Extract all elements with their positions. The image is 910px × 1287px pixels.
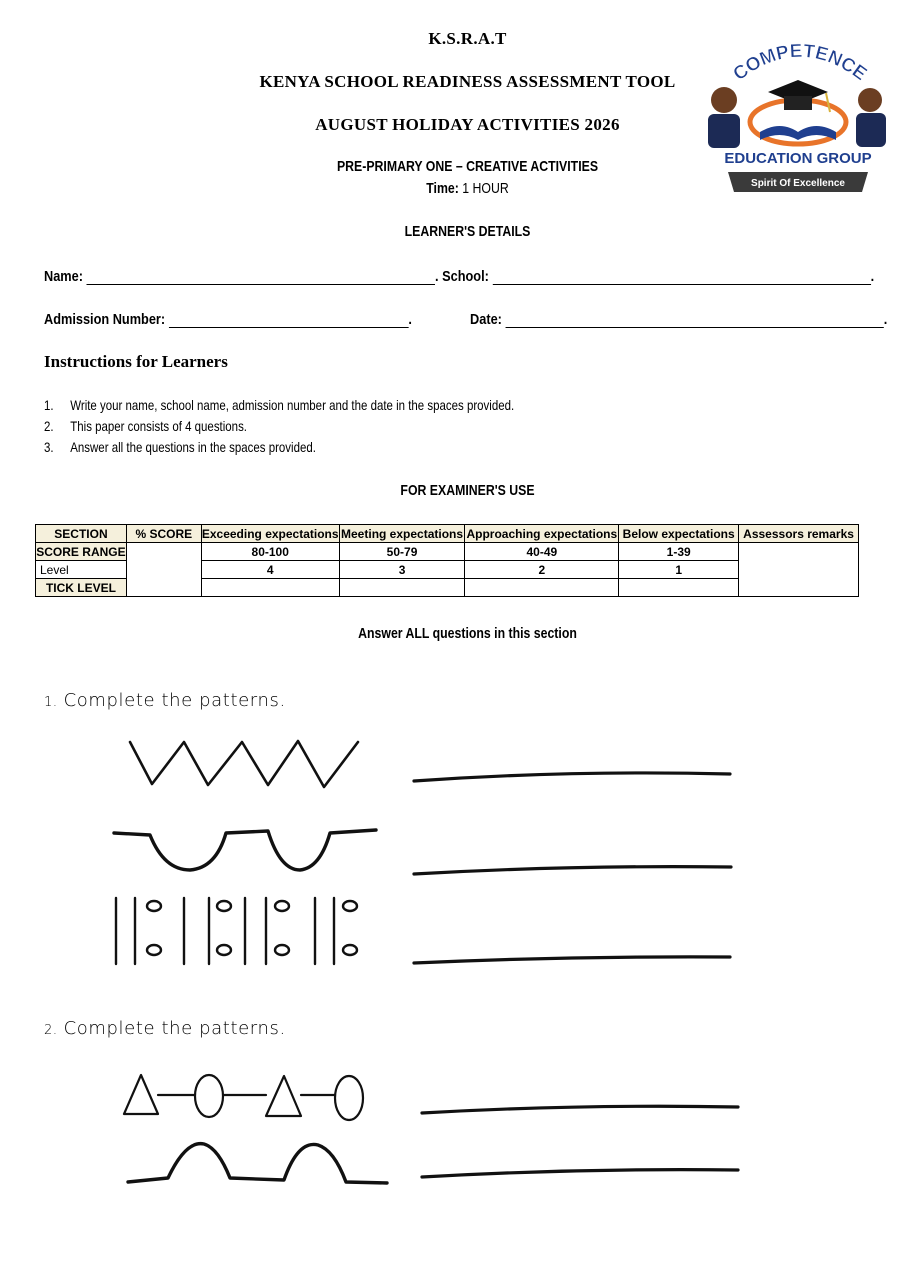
table-header-row [36,525,859,543]
answer-line [414,773,730,781]
instruction-text: Write your name, school name, admission number and the date in the spaces provided. [70,397,515,413]
table-cell: 80-100 [201,543,339,561]
svg-text:COMPETENCE [730,41,871,85]
bar-circle-pattern [116,898,357,964]
table-header: Meeting expectations [341,526,464,541]
table-cell: 2 [465,561,619,579]
table-header: Below expectations [619,525,739,543]
answer-line [414,867,731,874]
instruction-item-1: 1. Write your name, school name, admission number and the date in the spaces provided. [44,397,515,413]
question-text: Complete the patterns. [63,1018,286,1039]
date-label: Date: [470,311,502,328]
score-range-label: SCORE RANGE [36,544,126,559]
table-cell: 1-39 [619,543,739,561]
tick-level-label: TICK LEVEL [36,579,127,597]
level-label: Level [36,561,127,579]
table-header: SECTION [36,525,127,543]
question-1: 1. Complete the patterns. [44,690,286,711]
admission-label: Admission Number: [44,311,166,328]
name-field[interactable] [87,270,436,285]
logo-motto: Spirit Of Excellence [751,178,845,189]
logo-name: EDUCATION GROUP [724,150,872,167]
tick-cell[interactable] [619,579,739,597]
instruction-item-2: 2. This paper consists of 4 questions. [44,418,248,434]
question-2: 2. Complete the patterns. [44,1018,286,1039]
answer-line [422,1106,738,1113]
instruction-text: This paper consists of 4 questions. [70,418,248,434]
instruction-item-3: 3. Answer all the questions in the spaces provided. [44,439,316,455]
hump-pattern [128,1144,387,1183]
logo [700,40,890,200]
tick-cell[interactable] [465,579,619,597]
paper-title: PRE-PRIMARY ONE – CREATIVE ACTIVITIES [336,158,599,175]
name-label: Name: [44,268,83,285]
percent-score-cell[interactable] [126,543,201,597]
question-text: Complete the patterns. [63,690,286,711]
table-header: % SCORE [126,525,201,543]
remarks-cell[interactable] [739,543,859,597]
answer-line [414,957,730,963]
learner-details-heading: LEARNER'S DETAILS [404,223,531,240]
examiner-table [35,524,859,597]
table-cell: 3 [339,561,465,579]
page-title: KENYA SCHOOL READINESS ASSESSMENT TOOL [259,72,676,91]
name-school-row: Name: . School: . [44,268,875,285]
time-value: 1 HOUR [462,180,509,197]
tick-cell[interactable] [339,579,465,597]
school-label: School: [442,268,489,285]
section-note: Answer ALL questions in this section [358,625,577,642]
bowl-pattern [114,830,376,870]
page-subtitle: AUGUST HOLIDAY ACTIVITIES 2026 [315,115,620,134]
table-row [36,543,859,561]
triangle-circle-pattern [124,1075,363,1120]
table-header: Exceeding expectations [201,526,339,541]
tick-cell[interactable] [201,579,339,597]
table-cell: 1 [619,561,739,579]
examiner-heading: FOR EXAMINER'S USE [400,482,535,499]
zigzag-pattern [130,741,358,787]
school-field[interactable] [492,270,870,285]
date-field[interactable] [505,313,883,328]
logo-arc-text: COMPETENCE [729,40,871,86]
admission-date-row: Admission Number: . Date: . [44,311,888,328]
answer-line [422,1170,738,1177]
table-cell: 4 [201,561,339,579]
table-cell: 40-49 [465,543,619,561]
table-cell: 50-79 [339,543,465,561]
admission-field[interactable] [169,313,409,328]
table-header: Assessors remarks [739,525,859,543]
instructions-heading: Instructions for Learners [44,352,228,371]
logo-graphic [700,40,890,200]
time-label: Time: [426,180,459,197]
table-header: Approaching expectations [466,526,618,541]
instruction-text: Answer all the questions in the spaces provided. [70,439,316,455]
acronym: K.S.R.A.T [428,29,507,48]
